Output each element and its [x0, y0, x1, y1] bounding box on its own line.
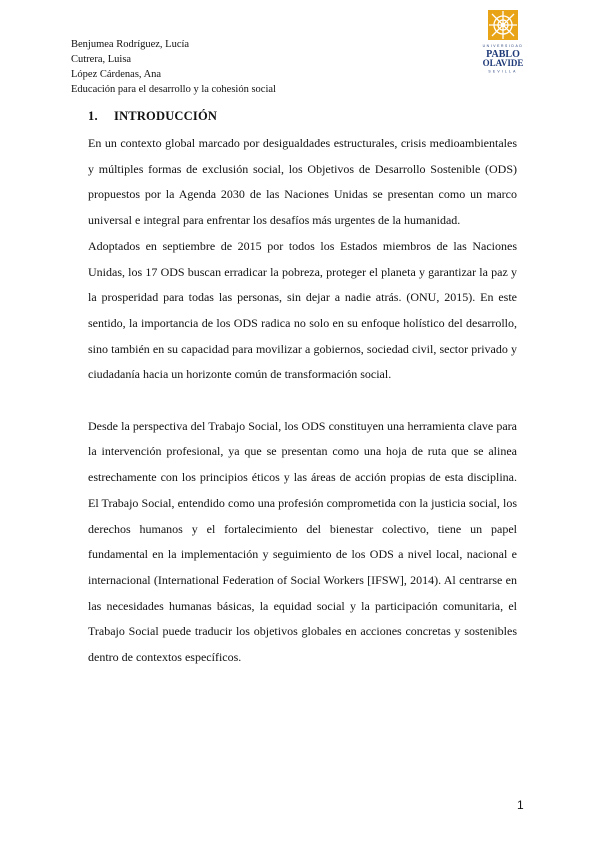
page-number: 1 — [517, 798, 524, 812]
section-heading — [88, 109, 217, 124]
logo-small-text: UNIVERSIDAD — [482, 44, 524, 48]
logo-text-pablo: PABLO — [486, 49, 520, 60]
author-name: Benjumea Rodríguez, Lucía — [71, 39, 190, 50]
document-header — [71, 37, 276, 97]
logo-text-olavide: OLAVIDE — [482, 58, 524, 68]
course-subtitle: Educación para el desarrollo y la cohesión social — [71, 84, 276, 95]
section-title: INTRODUCCIÓN — [114, 109, 218, 123]
body-text — [88, 131, 517, 671]
logo-emblem-icon — [488, 10, 518, 40]
logo-small-text-bottom: SEVILLA — [488, 69, 518, 74]
university-logo — [472, 8, 534, 76]
author-name: López Cárdenas, Ana — [71, 69, 162, 80]
paragraph: Adoptados en septiembre de 2015 por todos los Estados miembros de las Naciones Unidas, los 17 ODS buscan erradicar la pobreza, proteger el planeta y garantizar la paz y la prosperidad para todas las personas, sin dejar a nadie atrás. (ONU, 2015). En este sentido, la importancia de los ODS radica no solo en su enfoque holístico del desarrollo, sino también en su capacidad para movilizar a gobiernos, sociedad civil, sector privado y ciudadanía hacia un horizonte común de transformación social. — [88, 238, 517, 382]
paragraph: En un contexto global marcado por desigualdades estructurales, crisis medioambientales y múltiples formas de exclusión social, los Objetivos de Desarrollo Sostenible (ODS) propuestos por la Agenda 2030 de las Naciones Unidas se presentan como un marco universal e integral para enfrentar los desafíos más urgentes de la humanidad. — [88, 136, 517, 228]
section-number: 1. — [88, 109, 98, 123]
paragraph: Desde la perspectiva del Trabajo Social, los ODS constituyen una herramienta clave para la intervención profesional, ya que se presentan como una hoja de ruta que se alinea estrechamente con los principios éticos y las áreas de acción propias de esta disciplina. El Trabajo Social, entendido como una profesión comprometida con la justicia social, los derechos humanos y el fortalecimiento del bienestar colectivo, tiene un papel fundamental en la implementación y seguimiento de los ODS a nivel local, nacional e internacional (International Federation of Social Workers [IFSW], 2014). Al centrarse en las necesidades humanas básicas, la equidad social y la participación comunitaria, el Trabajo Social puede traducir los objetivos globales en acciones concretas y sostenibles dentro de contextos específicos. — [88, 418, 517, 665]
author-name: Cutrera, Luisa — [71, 54, 132, 65]
